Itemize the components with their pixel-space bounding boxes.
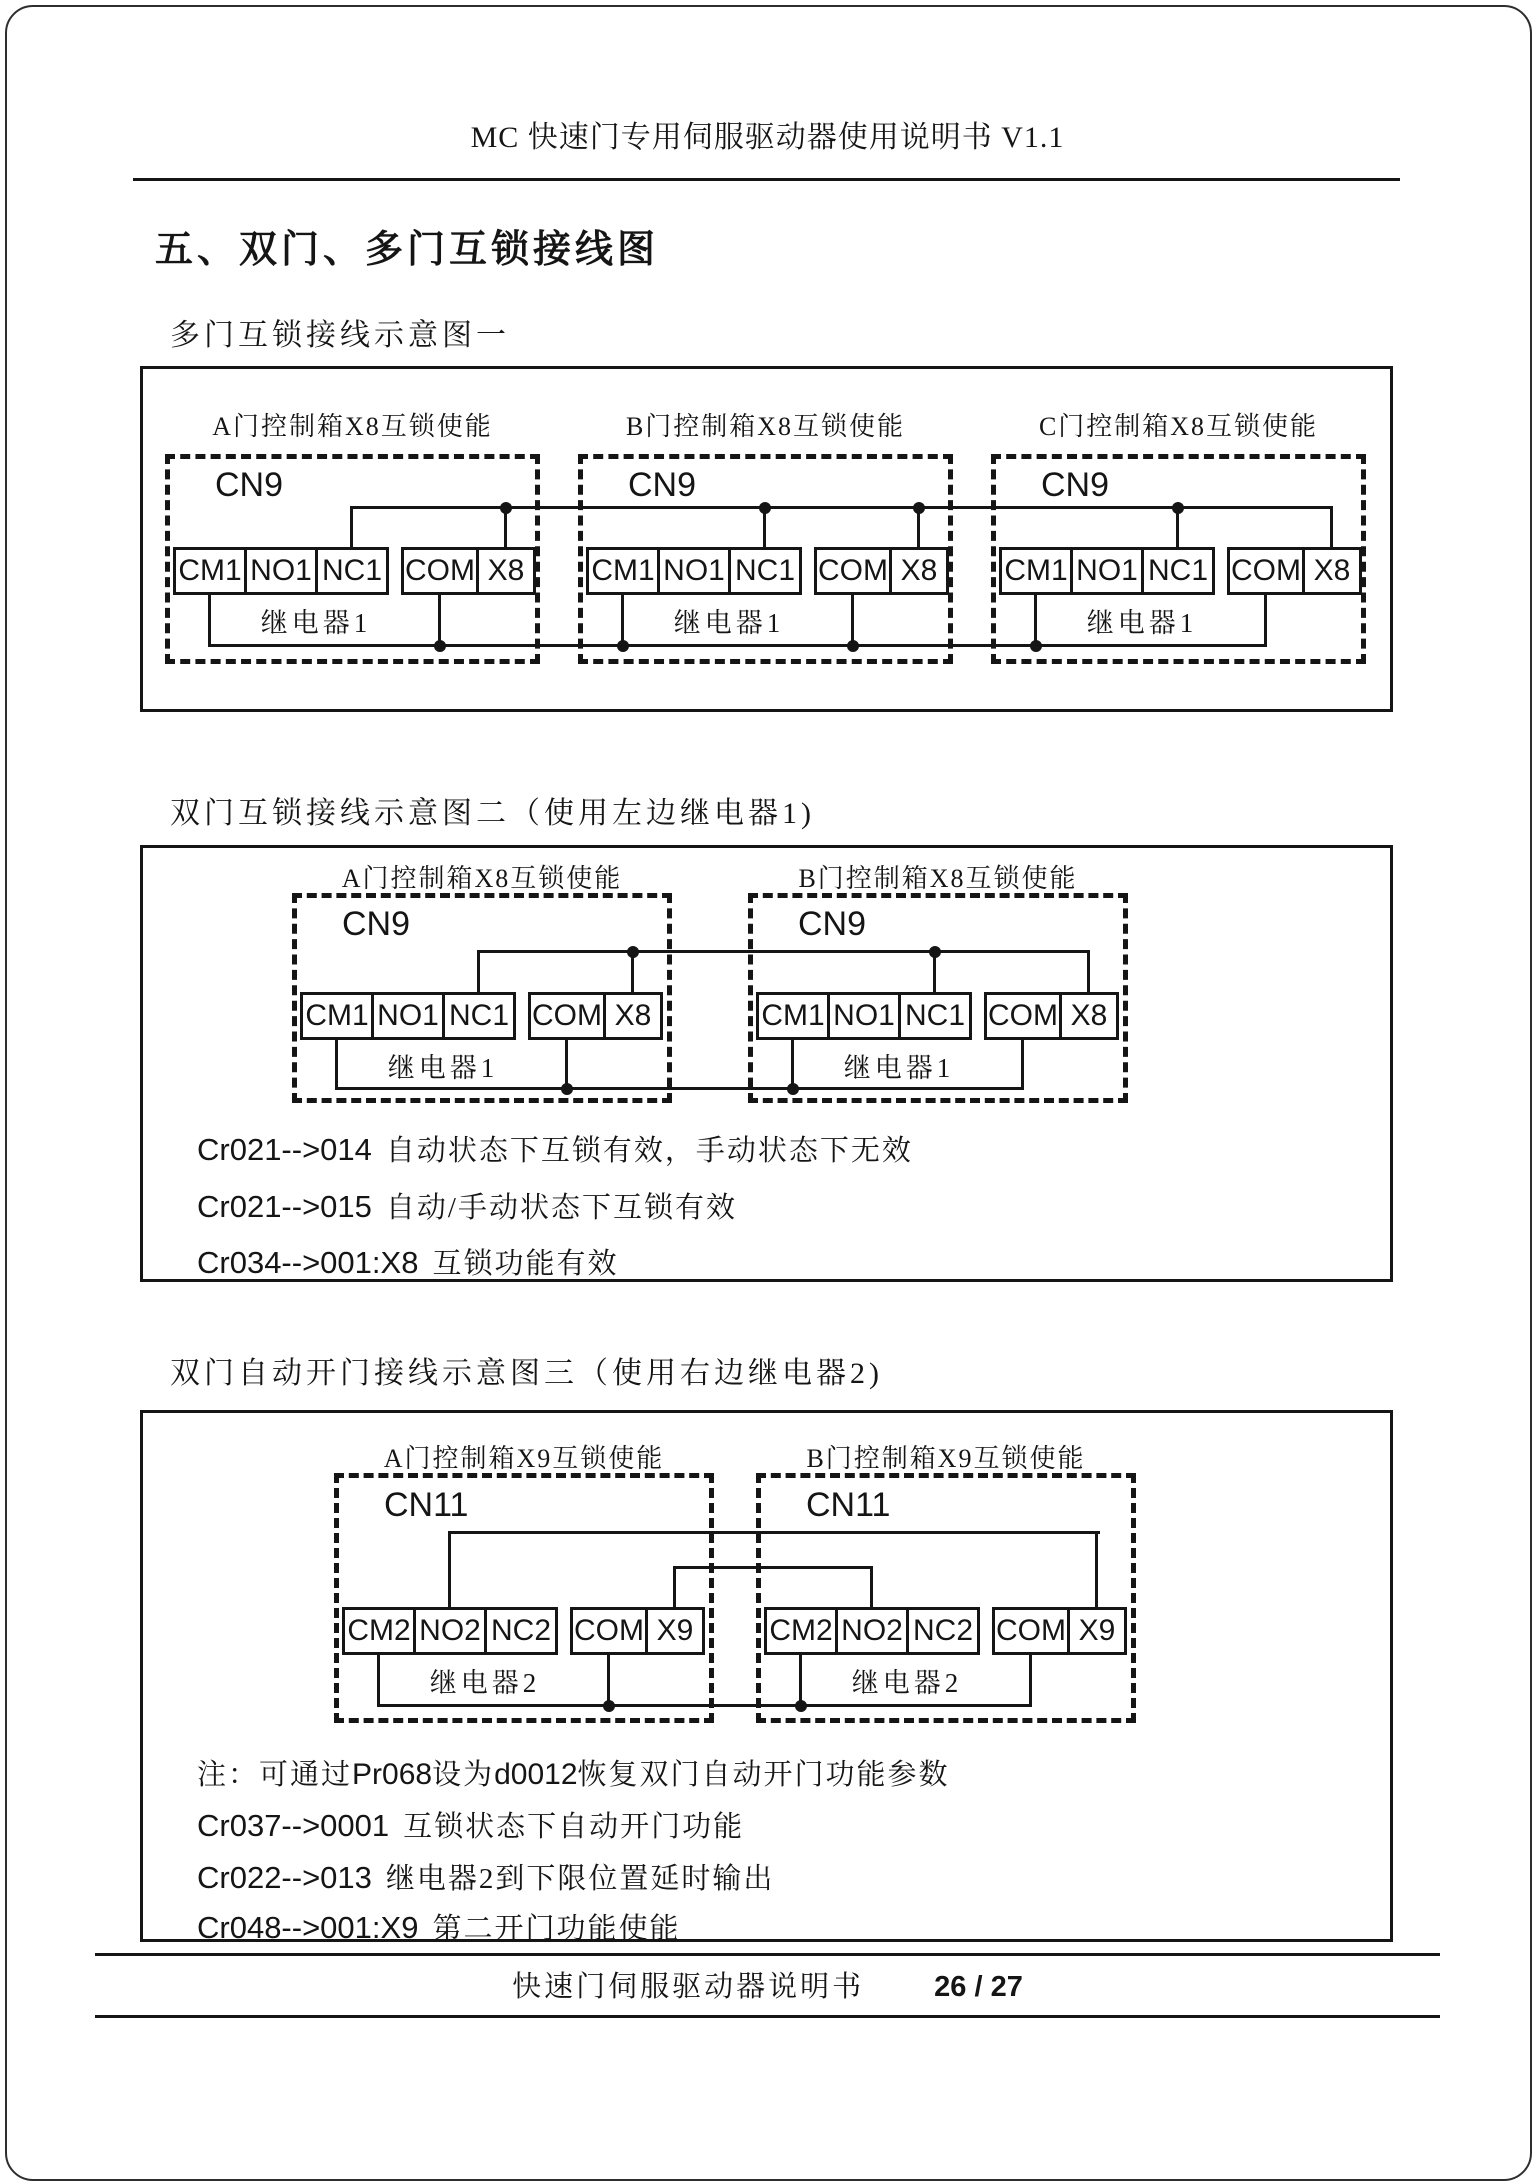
param-line — [197, 1906, 680, 1947]
relay-label: 继电器1 — [673, 608, 785, 638]
param-code: Cr021-->015 — [197, 1189, 372, 1224]
wire — [917, 509, 920, 547]
param-desc: 继电器2到下限位置延时输出 — [385, 1863, 775, 1895]
param-code: Cr037-->0001 — [197, 1808, 390, 1843]
wire — [933, 953, 936, 992]
relay-label: 继电器2 — [851, 1668, 963, 1698]
param-desc: 自动状态下互锁有效，手动状态下无效 — [385, 1135, 913, 1167]
junction-dot — [913, 502, 925, 514]
diagram1-canvas — [140, 366, 1393, 712]
diagram2-caption: 双门互锁接线示意图二（使用左边继电器1) — [170, 797, 815, 830]
param-desc: 互锁状态下自动开门功能 — [403, 1811, 745, 1843]
note-code: Pr068 — [352, 1758, 433, 1791]
terminal-com: COM — [984, 992, 1062, 1040]
junction-dot — [617, 640, 629, 652]
terminal-x8: X8 — [476, 547, 536, 595]
door-block-label: C门控制箱X8互锁使能 — [1038, 412, 1319, 441]
terminal-no2: NO2 — [835, 1607, 909, 1655]
junction-dot — [1172, 502, 1184, 514]
junction-dot — [603, 1700, 615, 1712]
wire — [1021, 1040, 1024, 1090]
terminal-nc2: NC2 — [906, 1607, 980, 1655]
terminal-no1: NO1 — [371, 992, 445, 1040]
note-line — [197, 1752, 950, 1793]
junction-dot — [929, 946, 941, 958]
wire — [448, 1534, 451, 1607]
wire — [208, 595, 211, 647]
terminal-no1: NO1 — [1070, 547, 1144, 595]
connector-label: CN9 — [342, 905, 411, 943]
terminal-com: COM — [401, 547, 479, 595]
terminal-x9: X9 — [645, 1607, 705, 1655]
wire — [477, 950, 1090, 953]
param-code: Cr022-->013 — [197, 1860, 372, 1895]
terminal-com: COM — [570, 1607, 648, 1655]
relay-label: 继电器1 — [260, 608, 372, 638]
header-rule — [133, 178, 1400, 181]
junction-dot — [500, 502, 512, 514]
terminal-com: COM — [528, 992, 606, 1040]
wire — [335, 1040, 338, 1090]
terminal-x8: X8 — [603, 992, 663, 1040]
door-block-label: B门控制箱X8互锁使能 — [625, 412, 906, 441]
junction-dot — [561, 1083, 573, 1095]
terminal-x8: X8 — [889, 547, 949, 595]
terminal-cm1: CM1 — [756, 992, 830, 1040]
wire — [350, 509, 353, 547]
terminal-com: COM — [1227, 547, 1305, 595]
connector-label: CN9 — [628, 466, 697, 504]
param-code: Cr048-->001:X9 — [197, 1910, 419, 1945]
relay-label: 继电器2 — [429, 1668, 541, 1698]
note-code: d0012 — [494, 1758, 578, 1791]
diagram1-caption: 多门互锁接线示意图一 — [170, 319, 510, 352]
param-desc: 第二开门功能使能 — [432, 1913, 681, 1945]
relay-label: 继电器1 — [1086, 608, 1198, 638]
wire — [504, 509, 507, 547]
note-text: 设为 — [432, 1759, 495, 1791]
junction-dot — [434, 640, 446, 652]
terminal-nc1: NC1 — [1141, 547, 1215, 595]
wire — [673, 1566, 873, 1569]
connector-label: CN9 — [215, 466, 284, 504]
connector-label: CN11 — [806, 1486, 891, 1524]
diagram3-canvas — [140, 1410, 1393, 1945]
junction-dot — [795, 1700, 807, 1712]
connector-label: CN9 — [798, 905, 867, 943]
terminal-no1: NO1 — [244, 547, 318, 595]
note-text: 恢复双门自动开门功能参数 — [577, 1759, 950, 1791]
terminal-nc1: NC1 — [898, 992, 972, 1040]
terminal-x9: X9 — [1067, 1607, 1127, 1655]
terminal-cm1: CM1 — [999, 547, 1073, 595]
param-code: Cr034-->001:X8 — [197, 1245, 419, 1280]
diagram2-canvas — [140, 845, 1393, 1282]
terminal-cm2: CM2 — [342, 1607, 416, 1655]
door-block-label: A门控制箱X9互锁使能 — [383, 1444, 665, 1473]
door-block-label: B门控制箱X9互锁使能 — [806, 1444, 1086, 1473]
footer-page-number: 26 / 27 — [934, 1971, 1023, 2003]
wire — [763, 509, 766, 547]
terminal-nc2: NC2 — [484, 1607, 558, 1655]
note-text: 注：可通过 — [197, 1759, 353, 1791]
footer-rule-top — [95, 1953, 1440, 1956]
junction-dot — [759, 502, 771, 514]
wire — [1087, 953, 1090, 992]
param-line — [197, 1241, 618, 1282]
door-block-label: A门控制箱X8互锁使能 — [341, 864, 623, 893]
param-line — [197, 1128, 913, 1169]
terminal-cm1: CM1 — [173, 547, 247, 595]
junction-dot — [787, 1083, 799, 1095]
wire — [631, 953, 634, 992]
page-header-title: MC 快速门专用伺服驱动器使用说明书 V1.1 — [470, 121, 1065, 154]
relay-label: 继电器1 — [843, 1053, 955, 1083]
terminal-no1: NO1 — [827, 992, 901, 1040]
connector-label: CN11 — [384, 1486, 469, 1524]
footer-rule-bottom — [95, 2015, 1440, 2018]
wire — [1095, 1534, 1098, 1607]
diagram3-caption: 双门自动开门接线示意图三（使用右边继电器2) — [170, 1357, 883, 1390]
footer-doc-name: 快速门伺服驱动器说明书 — [512, 1971, 865, 2003]
param-desc: 自动/手动状态下互锁有效 — [385, 1192, 737, 1224]
wire — [1176, 509, 1179, 547]
terminal-com: COM — [814, 547, 892, 595]
terminal-no2: NO2 — [413, 1607, 487, 1655]
terminal-cm1: CM1 — [586, 547, 660, 595]
terminal-x8: X8 — [1059, 992, 1119, 1040]
param-desc: 互锁功能有效 — [432, 1248, 619, 1280]
junction-dot — [847, 640, 859, 652]
wire — [477, 953, 480, 992]
wire — [377, 1655, 380, 1707]
wire — [1264, 595, 1267, 647]
terminal-nc1: NC1 — [442, 992, 516, 1040]
wire — [870, 1569, 873, 1607]
wire — [448, 1531, 1100, 1534]
param-code: Cr021-->014 — [197, 1132, 372, 1167]
wire — [335, 1087, 1024, 1090]
terminal-cm2: CM2 — [764, 1607, 838, 1655]
terminal-cm1: CM1 — [300, 992, 374, 1040]
wire — [673, 1569, 676, 1607]
wire — [350, 506, 1333, 509]
junction-dot — [627, 946, 639, 958]
terminal-x8: X8 — [1302, 547, 1362, 595]
wire — [208, 644, 1267, 647]
door-block-label: A门控制箱X8互锁使能 — [212, 412, 493, 441]
terminal-com: COM — [992, 1607, 1070, 1655]
section-title: 五、双门、多门互锁接线图 — [155, 229, 660, 271]
param-line — [197, 1185, 737, 1226]
junction-dot — [1030, 640, 1042, 652]
terminal-nc1: NC1 — [315, 547, 389, 595]
door-block-label: B门控制箱X8互锁使能 — [798, 864, 1078, 893]
terminal-nc1: NC1 — [728, 547, 802, 595]
terminal-no1: NO1 — [657, 547, 731, 595]
connector-label: CN9 — [1041, 466, 1110, 504]
wire — [1330, 509, 1333, 547]
param-line — [197, 1804, 744, 1845]
wire — [377, 1704, 1032, 1707]
wire — [1029, 1655, 1032, 1707]
param-line — [197, 1856, 774, 1897]
relay-label: 继电器1 — [387, 1053, 499, 1083]
footer — [0, 1964, 1535, 2005]
